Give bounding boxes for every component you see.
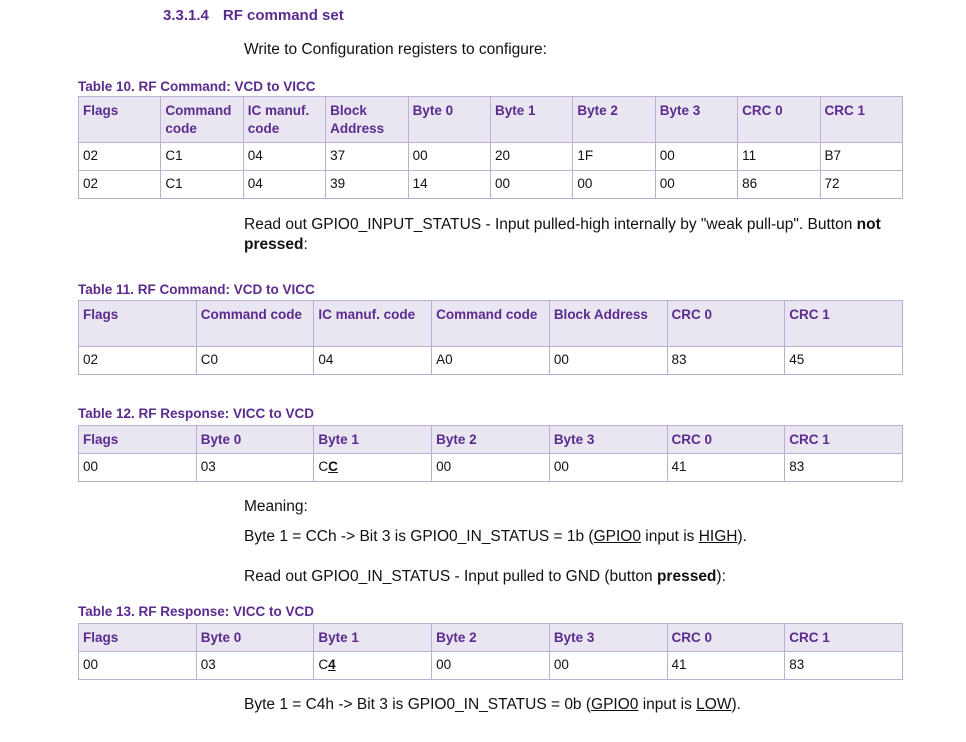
table-cell [161, 143, 243, 171]
table-cell [490, 171, 572, 199]
header-row [79, 624, 903, 652]
column-header: Byte 3 [549, 426, 667, 454]
table-cell [243, 171, 325, 199]
cell-value: 20 [494, 148, 510, 163]
high-explanation [244, 527, 914, 547]
cell-value: 00 [553, 459, 569, 474]
cell-value: 00 [553, 352, 569, 367]
cell-value: 41 [671, 459, 687, 474]
meaning-label: Meaning: [244, 498, 308, 515]
cell-value: 11 [742, 148, 757, 163]
cell-value: 02 [83, 352, 99, 367]
cell-value: 02 [83, 148, 99, 163]
table-12 [78, 425, 903, 482]
text: ). [731, 696, 741, 713]
table-row [79, 143, 903, 171]
header-row [79, 426, 903, 454]
column-header: CRC 1 [785, 301, 903, 347]
cell-value: 37 [330, 148, 346, 163]
cell-value: 00 [83, 459, 99, 474]
table-cell [326, 171, 408, 199]
table-cell [161, 171, 243, 199]
table-cell [667, 347, 785, 375]
table-cell [314, 652, 432, 680]
table-cell [79, 652, 197, 680]
cell-value: 02 [83, 176, 99, 191]
table-cell [738, 143, 820, 171]
gpio-term: GPIO0 [591, 696, 639, 713]
table-13 [78, 623, 903, 680]
column-header: CRC 1 [820, 97, 902, 143]
column-header: Byte 0 [196, 426, 314, 454]
table-10-caption: Table 10. RF Command: VCD to VICC [78, 79, 316, 94]
table-cell [326, 143, 408, 171]
cell-value: A0 [436, 352, 453, 367]
column-header: CRC 0 [667, 624, 785, 652]
column-header: Byte 2 [432, 426, 550, 454]
table-cell [549, 347, 667, 375]
column-header: Byte 1 [314, 426, 432, 454]
table-row [79, 652, 903, 680]
table-row [79, 347, 903, 375]
column-header: Command code [161, 97, 243, 143]
table-cell [408, 171, 490, 199]
table-cell [432, 454, 550, 482]
column-header: Flags [79, 97, 161, 143]
table-cell [667, 652, 785, 680]
highlighted-nibble: 4 [328, 657, 336, 672]
section-title: RF command set [222, 7, 344, 24]
table-12-caption: Table 12. RF Response: VICC to VCD [78, 406, 315, 421]
column-header: Byte 1 [314, 624, 432, 652]
text: ): [716, 568, 726, 585]
table-cell [432, 347, 550, 375]
cell-value: 00 [436, 657, 452, 672]
table-cell [549, 454, 667, 482]
column-header: Byte 2 [573, 97, 655, 143]
table-cell [738, 171, 820, 199]
cell-value: 00 [659, 176, 675, 191]
table-cell [785, 454, 903, 482]
cell-value: 00 [83, 657, 99, 672]
table-10 [78, 96, 903, 199]
cell-value: 41 [671, 657, 687, 672]
table-cell [196, 347, 314, 375]
cell-value: 03 [200, 459, 216, 474]
header-row [79, 301, 903, 347]
cell-value: 14 [412, 176, 428, 191]
cell-value: 1F [577, 148, 594, 163]
cell-value: 00 [412, 148, 428, 163]
not-pressed-paragraph [244, 215, 914, 255]
gpio-term: GPIO0 [593, 528, 641, 545]
text: Byte 1 = C4h -> Bit 3 is GPIO0_IN_STATUS = 0b ( [244, 696, 592, 713]
column-header: Byte 2 [432, 624, 550, 652]
text: input is [641, 528, 699, 545]
state-term: LOW [696, 696, 732, 713]
table-11-caption: Table 11. RF Command: VCD to VICC [78, 282, 315, 297]
table-cell [573, 171, 655, 199]
cell-value: C1 [165, 148, 183, 163]
table-cell [196, 454, 314, 482]
cell-value: C [318, 459, 329, 474]
table-11 [78, 300, 903, 375]
table-row [79, 171, 903, 199]
bold-text: not pressed [244, 216, 881, 253]
cell-value: 83 [671, 352, 687, 367]
table-cell [79, 454, 197, 482]
column-header: CRC 0 [738, 97, 820, 143]
cell-value: 03 [200, 657, 216, 672]
text: : [303, 236, 308, 253]
table-cell [432, 652, 550, 680]
column-header: Byte 0 [408, 97, 490, 143]
table-cell [490, 143, 572, 171]
column-header: Byte 3 [655, 97, 737, 143]
column-header: Command code [432, 301, 550, 347]
pressed-paragraph [244, 567, 914, 587]
header-row [79, 97, 903, 143]
cell-value: 00 [494, 176, 510, 191]
column-header: CRC 1 [785, 426, 903, 454]
cell-value: C [318, 657, 329, 672]
column-header: Byte 1 [490, 97, 572, 143]
cell-value: 04 [318, 352, 334, 367]
table-cell [243, 143, 325, 171]
table-cell [314, 347, 432, 375]
table-cell [667, 454, 785, 482]
cell-value: 00 [553, 657, 569, 672]
cell-value: C0 [200, 352, 218, 367]
text: ). [737, 528, 747, 545]
cell-value: 04 [247, 148, 263, 163]
bold-text: pressed [656, 568, 717, 585]
column-header: Block Address [326, 97, 408, 143]
text: Read out GPIO0_INPUT_STATUS - Input pulled-high internally by "weak pull-up". Button [244, 216, 857, 233]
cell-value: B7 [824, 148, 842, 163]
column-header: Flags [79, 624, 197, 652]
text: Read out GPIO0_IN_STATUS - Input pulled to GND (button [244, 568, 657, 585]
table-cell [655, 171, 737, 199]
column-header: Block Address [549, 301, 667, 347]
cell-value: 00 [577, 176, 593, 191]
column-header: Flags [79, 301, 197, 347]
table-cell [655, 143, 737, 171]
cell-value: 83 [789, 657, 805, 672]
table-cell [79, 171, 161, 199]
column-header: Byte 3 [549, 624, 667, 652]
table-cell [785, 652, 903, 680]
cell-value: C1 [165, 176, 183, 191]
table-13-caption: Table 13. RF Response: VICC to VCD [78, 604, 315, 619]
section-number: 3.3.1.4 [163, 7, 209, 24]
table-cell [549, 652, 667, 680]
column-header: Flags [79, 426, 197, 454]
table-cell [820, 171, 902, 199]
low-explanation [244, 695, 914, 715]
column-header: CRC 0 [667, 301, 785, 347]
cell-value: 39 [330, 176, 346, 191]
column-header: IC manuf. code [243, 97, 325, 143]
table-cell [196, 652, 314, 680]
column-header: Byte 0 [196, 624, 314, 652]
table-cell [785, 347, 903, 375]
cell-value: 00 [659, 148, 675, 163]
cell-value: 86 [742, 176, 758, 191]
cell-value: 72 [824, 176, 840, 191]
highlighted-nibble: C [328, 459, 338, 474]
table-cell [820, 143, 902, 171]
section-heading [163, 7, 358, 24]
column-header: Command code [196, 301, 314, 347]
table-cell [573, 143, 655, 171]
cell-value: 83 [789, 459, 805, 474]
column-header: CRC 1 [785, 624, 903, 652]
table-cell [79, 143, 161, 171]
column-header: IC manuf. code [314, 301, 432, 347]
table-row [79, 454, 903, 482]
state-term: HIGH [698, 528, 738, 545]
text: input is [638, 696, 697, 713]
table-cell [408, 143, 490, 171]
cell-value: 45 [789, 352, 805, 367]
table-cell [79, 347, 197, 375]
text: Byte 1 = CCh -> Bit 3 is GPIO0_IN_STATUS = 1b ( [244, 528, 594, 545]
cell-value: 04 [247, 176, 263, 191]
intro-text: Write to Configuration registers to configure: [244, 41, 547, 58]
cell-value: 00 [436, 459, 452, 474]
column-header: CRC 0 [667, 426, 785, 454]
table-cell [314, 454, 432, 482]
